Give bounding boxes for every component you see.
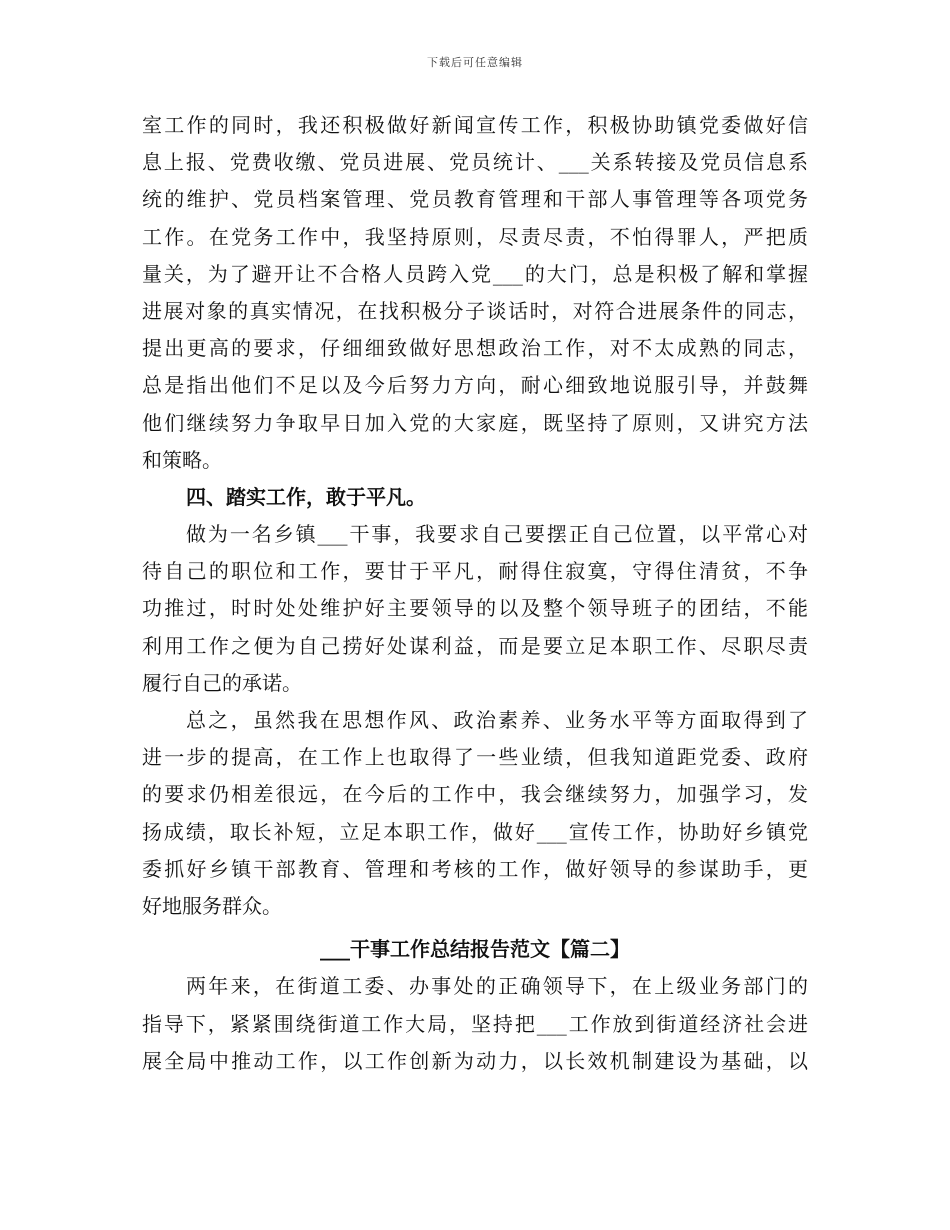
page-header-note: 下载后可任意编辑: [427, 56, 523, 69]
text-line: 指导下，紧紧围绕街道工作大局，坚持把___工作放到街道经济社会进: [142, 1011, 808, 1036]
text-line: 待自己的职位和工作，要甘于平凡，耐得住寂寞，守得住清贫，不争: [142, 559, 808, 584]
section-four-heading: 四、踏实工作，敢于平凡。: [186, 484, 426, 509]
section-four-paragraph: [142, 516, 808, 702]
text-line: 利用工作之便为自己捞好处谋利益，而是要立足本职工作、尽职尽责: [142, 633, 808, 658]
text-line: 功推过，时时处处维护好主要领导的以及整个领导班子的团结，不能: [142, 596, 808, 621]
text-line: 量关，为了避开让不合格人员跨入党___的大门，总是积极了解和掌握: [142, 261, 808, 286]
text-line: 室工作的同时，我还积极做好新闻宣传工作，积极协助镇党委做好信: [142, 113, 808, 137]
article-two-paragraph: [142, 968, 808, 1080]
text-line: 息上报、党费收缴、党员进展、党员统计、___关系转接及党员信息系: [142, 150, 808, 175]
text-line: 进展对象的真实情况，在找积极分子谈话时，对符合进展条件的同志，: [142, 298, 808, 323]
text-line: 提出更高的要求，仔细细致做好思想政治工作，对不太成熟的同志，: [142, 336, 808, 361]
text-line: 好地服务群众。: [142, 893, 282, 918]
text-line: 委抓好乡镇干部教育、管理和考核的工作，做好领导的参谋助手，更: [142, 856, 808, 881]
text-line: 进一步的提高，在工作上也取得了一些业绩，但我知道距党委、政府: [142, 745, 808, 770]
text-line: 总是指出他们不足以及今后努力方向，耐心细致地说服引导，并鼓舞: [142, 373, 808, 398]
text-line: 他们继续努力争取早日加入党的大家庭，既坚持了原则，又讲究方法: [142, 410, 808, 435]
text-line: 的要求仍相差很远，在今后的工作中，我会继续努力，加强学习，发: [142, 782, 808, 807]
section-three-tail-paragraph: [142, 107, 808, 479]
text-line: 履行自己的承诺。: [142, 670, 302, 695]
text-line: 扬成绩，取长补短，立足本职工作，做好___宣传工作，协助好乡镇党: [142, 819, 808, 844]
article-two-title: ___干事工作总结报告范文【篇二】: [320, 937, 630, 962]
text-line: 展全局中推动工作，以工作创新为动力，以长效机制建设为基础，以: [142, 1048, 808, 1073]
text-line: 总之，虽然我在思想作风、政治素养、业务水平等方面取得到了: [186, 708, 808, 732]
text-line: 做为一名乡镇___干事，我要求自己要摆正自己位置，以平常心对: [186, 522, 808, 547]
text-line: 工作。在党务工作中，我坚持原则，尽责尽责，不怕得罪人，严把质: [142, 224, 808, 249]
text-line: 统的维护、党员档案管理、党员教育管理和干部人事管理等各项党务: [142, 187, 808, 212]
text-line: 和策略。: [142, 447, 222, 472]
text-line: 两年来，在街道工委、办事处的正确领导下，在上级业务部门的: [186, 974, 808, 999]
summary-paragraph: [142, 702, 808, 925]
document-body: [142, 107, 808, 1080]
